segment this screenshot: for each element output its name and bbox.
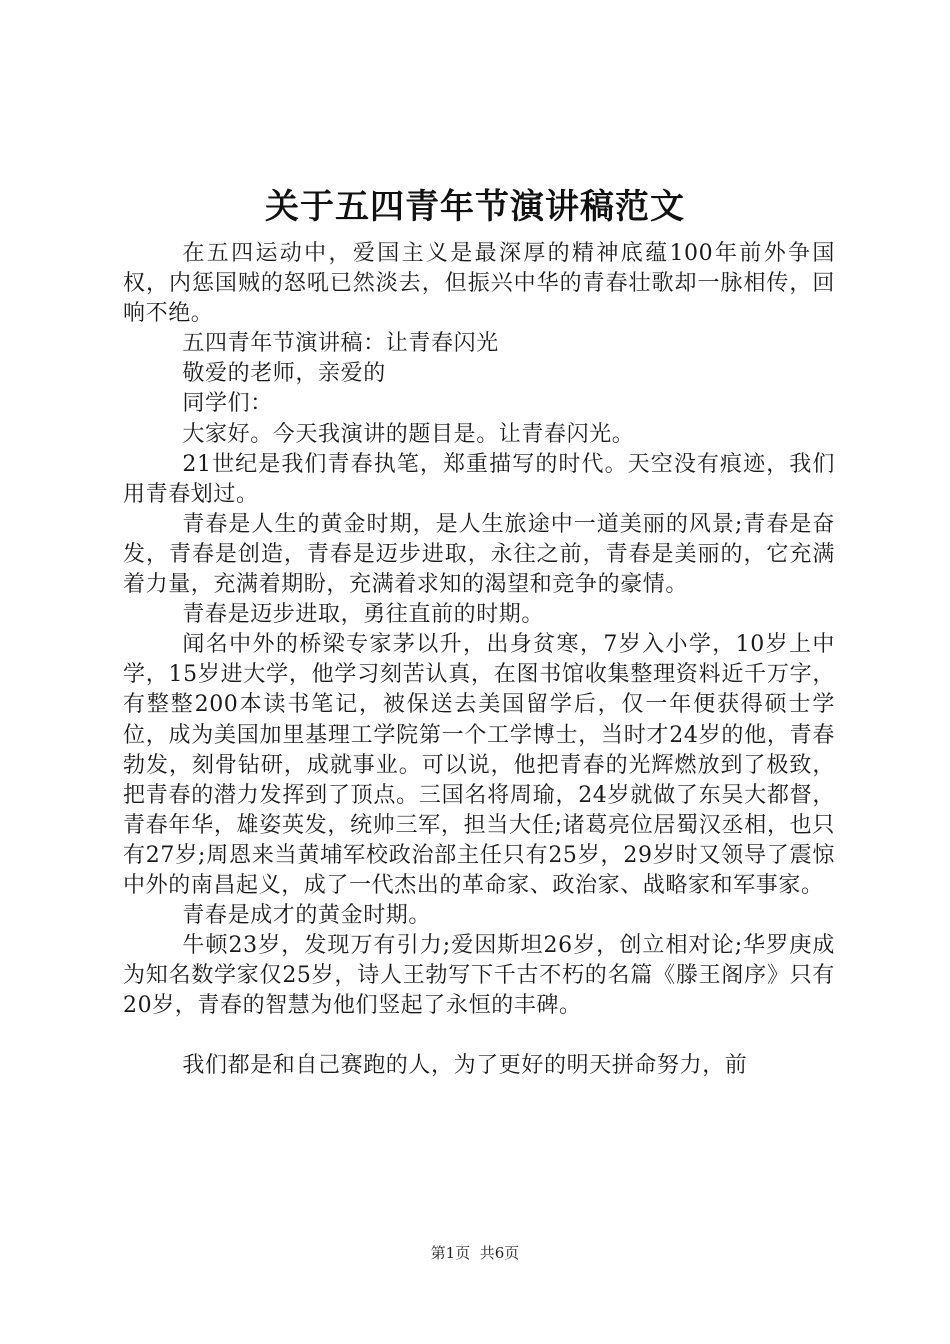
paragraph: 我们都是和自己赛跑的人，为了更好的明天拼命努力，前 [182, 1053, 748, 1079]
paragraph: 青春是迈步进取，勇往直前的时期。 [182, 602, 544, 628]
document-title: 关于五四青年节演讲稿范文 [265, 187, 685, 227]
document-body [123, 239, 835, 1082]
paragraph: 大家好。今天我演讲的题目是。让青春闪光。 [182, 421, 635, 447]
paragraph: 五四青年节演讲稿：让青春闪光 [182, 331, 499, 357]
paragraph: 青春是人生的黄金时期，是人生旅途中一道美丽的风景;青春是奋发，青春是创造，青春是迈步进取，永往之前，青春是美丽的，它充满着力量，充满着期盼，充满着求知的渴望和竞争的豪情。 [123, 511, 835, 598]
paragraph: 在五四运动中，爱国主义是最深厚的精神底蕴100年前外争国权，内惩国贼的怒吼已然淡去，但振兴中华的青春壮歌却一脉相传，回响不绝。 [123, 241, 835, 327]
page-footer [0, 1243, 950, 1263]
paragraph: 同学们： [182, 391, 273, 417]
footer-separator [470, 1244, 480, 1262]
page-number: 第1页 [430, 1244, 471, 1262]
paragraph: 21世纪是我们青春执笔，郑重描写的时代。天空没有痕迹，我们用青春划过。 [123, 451, 835, 507]
paragraph: 牛顿23岁，发现万有引力;爱因斯坦26岁，创立相对论;华罗庚成为知名数学家仅25岁，诗人王勃写下千古不朽的名篇《滕王阁序》只有20岁，青春的智慧为他们竖起了永恒的丰碑。 [123, 933, 835, 1019]
paragraph: 敬爱的老师，亲爱的 [182, 361, 386, 387]
paragraph: 闻名中外的桥梁专家茅以升，出身贫寒，7岁入小学，10岁上中学，15岁进大学，他学习刻苦认真，在图书馆收集整理资料近千万字，有整整200本读书笔记，被保送去美国留学后，仅一年便获得硕士学位，成为美国加里基理工学院第一个工学博士，当时才24岁的他，青春勃发，刻骨钻研，成就事业。可以说，他把青春的光辉燃放到了极致，把青春的潜力发挥到了顶点。三国名将周瑜，24岁就做了东吴大都督，青春年华，雄姿英发，统帅三军，担当大任;诸葛亮位居蜀汉丞相，也只有27岁;周恩来当黄埔军校政治部主任只有25岁，29岁时又领导了震惊中外的南昌起义，成了一代杰出的革命家、政治家、战略家和军事家。 [123, 632, 835, 898]
page-total: 共6页 [479, 1244, 520, 1262]
paragraph: 青春是成才的黄金时期。 [182, 903, 431, 929]
